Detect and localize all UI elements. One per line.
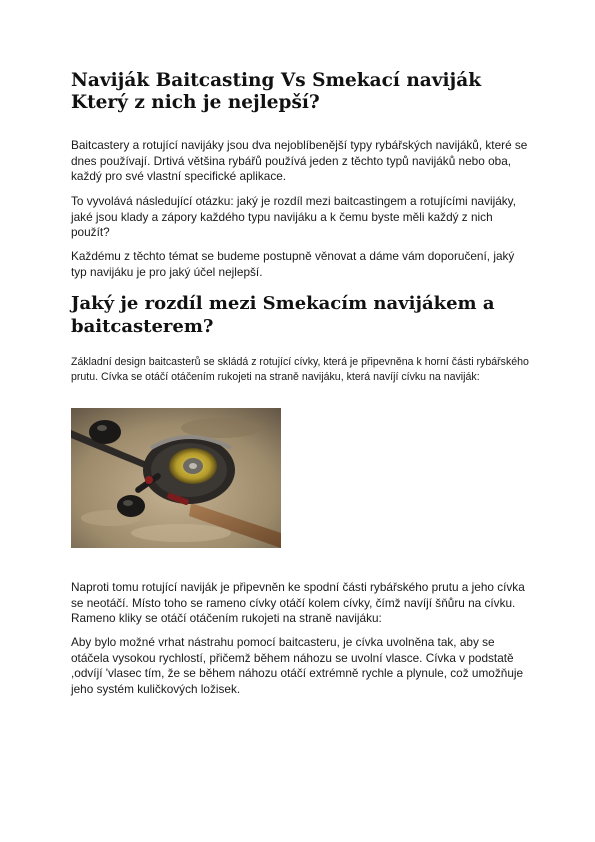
baitcasting-reel-photo <box>71 408 281 548</box>
reel-photo-illustration <box>71 408 281 548</box>
paragraph-spinning-reel: Naproti tomu rotující naviják je připevněn ke spodní části rybářského prutu a jeho cívka se neotáčí. Místo toho se rameno cívky otáčí kolem cívky, čímž navíjí šňůru na cívku. Rameno kliky se otáčí otáčením rukojeti na straně navijáku: <box>71 580 525 626</box>
paragraph-question: To vyvolává následující otázku: jaký je rozdíl mezi baitcastingem a rotujícími navijáky, jaké jsou klady a zápory každého typu navijáku a k čemu byste měli každý z nich použít? <box>71 194 516 240</box>
paragraph-casting: Aby bylo možné vrhat nástrahu pomocí baitcasteru, je cívka uvolněna tak, aby se otáčela vysokou rychlostí, přičemž během náhozu se uvolní vlasce. Cívka v podstatě ,odvíjí 'vlasec tím, že se během náhozu otáčí extrémně rychle a plynule, což umožňuje jeho systém kuličkových ložisek. <box>71 635 524 696</box>
paragraph-baitcaster-design: Základní design baitcasterů se skládá z rotující cívky, která je připevněna k horní části rybářského prutu. Cívka se otáčí otáčením rukojeti na straně navijáku, která navíjí cívku na naviják: <box>71 356 529 383</box>
paragraph-plan: Každému z těchto témat se budeme postupně věnovat a dáme vám doporučení, jaký typ navijáku je pro jaký účel nejlepší. <box>71 249 515 279</box>
page-title: Naviják Baitcasting Vs Smekací naviják Který z nich je nejlepší? <box>71 70 482 113</box>
section-heading: Jaký je rozdíl mezi Smekacím navijákem a baitcasterem? <box>71 293 495 337</box>
paragraph-intro: Baitcastery a rotující navijáky jsou dva nejoblíbenější typy rybářských navijáků, které se dnes používají. Drtivá většina rybářů používá jeden z těchto typů navijáků nebo oba, každý pro své vlastní specifické aplikace. <box>71 138 528 184</box>
